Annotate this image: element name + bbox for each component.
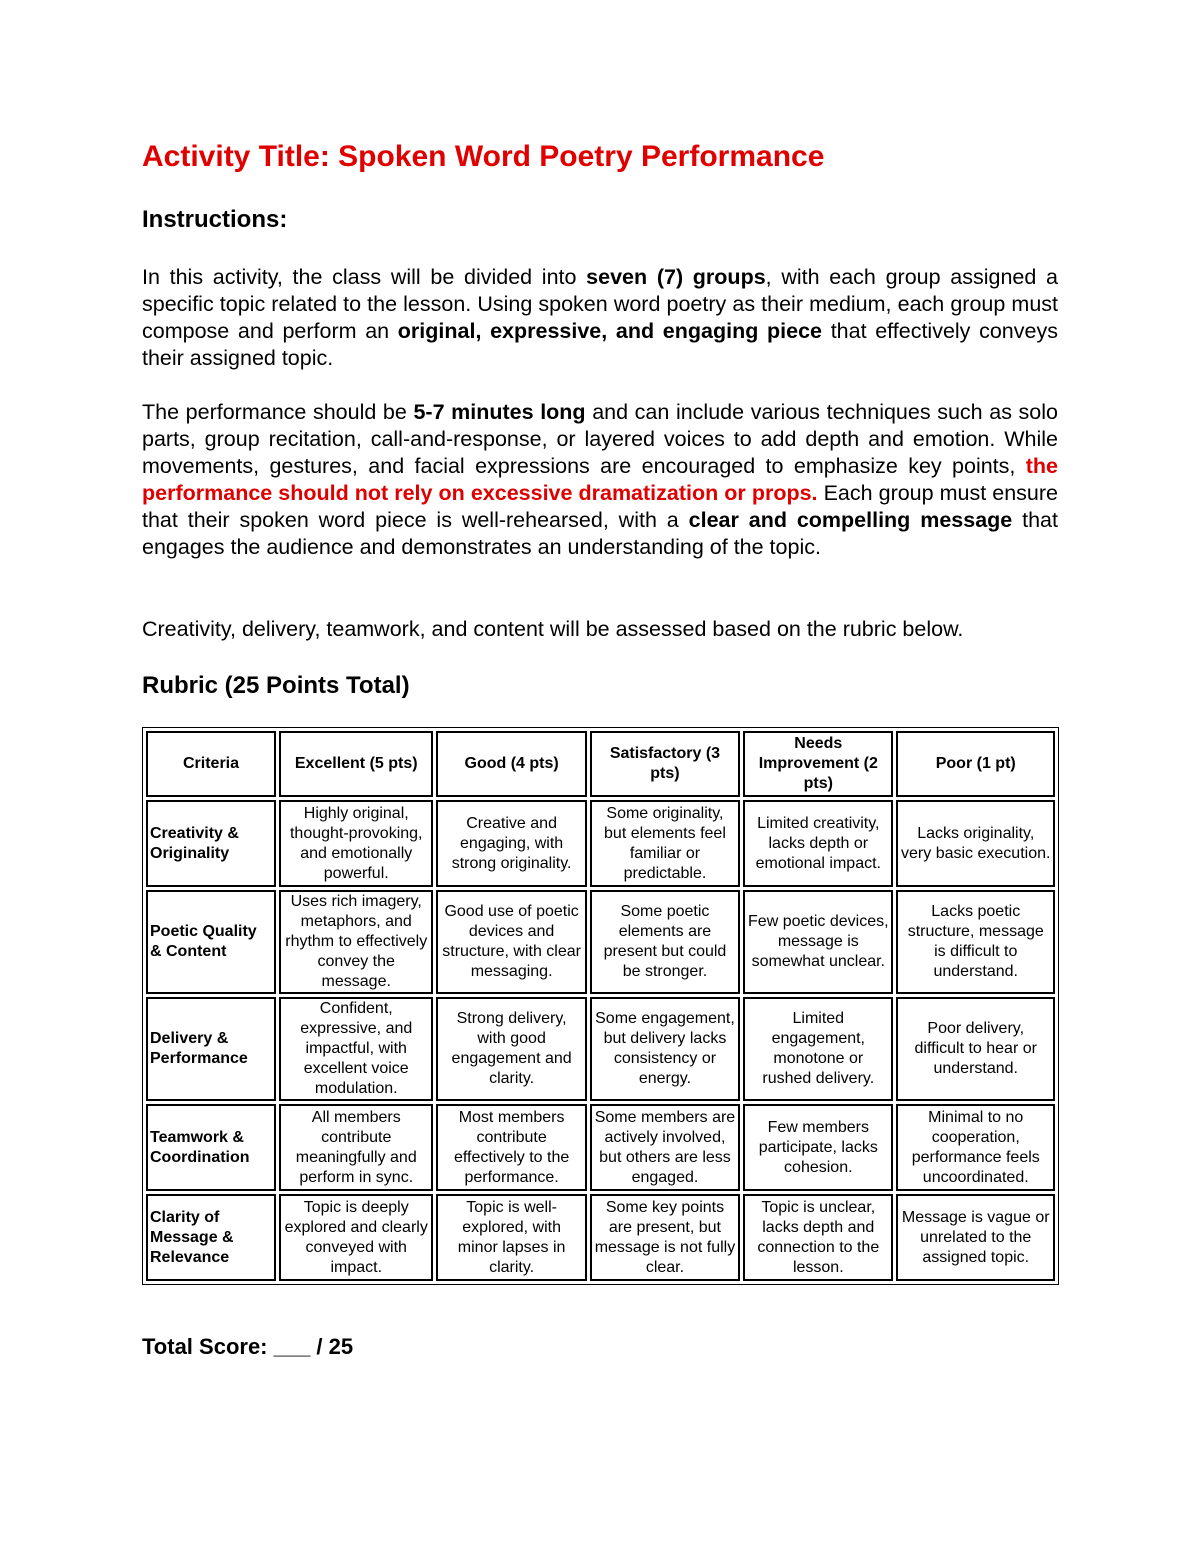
bold-run: original, expressive, and engaging piece [397, 319, 823, 343]
rubric-cell: Topic is unclear, lacks depth and connection to the lesson. [743, 1194, 893, 1281]
bold-run: clear and compelling message [688, 508, 1013, 532]
rubric-row-teamwork [146, 1104, 1055, 1191]
rubric-cell: Some engagement, but delivery lacks consistency or energy. [590, 997, 740, 1101]
instructions-paragraph-1 [142, 264, 1058, 372]
warning-run: the performance should not rely on excessive dramatization or props. [142, 454, 1058, 505]
rubric-cell: Limited creativity, lacks depth or emotional impact. [743, 800, 893, 887]
rubric-cell: Some members are actively involved, but others are less engaged. [590, 1104, 740, 1191]
rubric-cell: Minimal to no cooperation, performance feels uncoordinated. [896, 1104, 1055, 1191]
rubric-cell: Some poetic elements are present but could be stronger. [590, 890, 740, 994]
rubric-cell: Lacks originality, very basic execution. [896, 800, 1055, 887]
text-run: that engages the audience and demonstrates an understanding of the topic. [142, 508, 1058, 559]
rubric-cell: Some originality, but elements feel familiar or predictable. [590, 800, 740, 887]
rubric-row-clarity [146, 1194, 1055, 1281]
rubric-heading: Rubric (25 Points Total) [142, 672, 410, 699]
instructions-paragraph-3: Creativity, delivery, teamwork, and content will be assessed based on the rubric below. [142, 617, 964, 641]
rubric-cell: Limited engagement, monotone or rushed delivery. [743, 997, 893, 1101]
rubric-cell: Lacks poetic structure, message is difficult to understand. [896, 890, 1055, 994]
rubric-cell: Highly original, thought-provoking, and emotionally powerful. [279, 800, 433, 887]
activity-title: Activity Title: Spoken Word Poetry Performance [142, 140, 825, 173]
rubric-cell: Few poetic devices, message is somewhat unclear. [743, 890, 893, 994]
rubric-cell: All members contribute meaningfully and perform in sync. [279, 1104, 433, 1191]
rubric-cell: Uses rich imagery, metaphors, and rhythm to effectively convey the message. [279, 890, 433, 994]
text-run: In this activity, the class will be divided into [142, 265, 587, 289]
header-criteria: Criteria [146, 731, 276, 797]
text-run: The performance should be [142, 400, 414, 424]
bold-run: 5-7 minutes long [413, 400, 586, 424]
rubric-cell: Good use of poetic devices and structure, with clear messaging. [436, 890, 586, 994]
rubric-cell: Confident, expressive, and impactful, with excellent voice modulation. [279, 997, 433, 1101]
rubric-cell: Creative and engaging, with strong originality. [436, 800, 586, 887]
header-poor: Poor (1 pt) [896, 731, 1055, 797]
criterion-cell: Teamwork & Coordination [146, 1104, 276, 1191]
rubric-cell: Most members contribute effectively to the performance. [436, 1104, 586, 1191]
text-run: that effectively conveys their assigned topic. [142, 319, 1058, 370]
header-good: Good (4 pts) [436, 731, 586, 797]
text-run: , with each group assigned a specific topic related to the lesson. Using spoken word poetry as their medium, each group must compose and perform an [142, 265, 1058, 343]
rubric-cell: Some key points are present, but message is not fully clear. [590, 1194, 740, 1281]
bold-run: seven (7) groups [586, 265, 766, 289]
rubric-row-delivery [146, 997, 1055, 1101]
header-needs-improvement: Needs Improvement (2 pts) [743, 731, 893, 797]
criterion-cell: Clarity of Message & Relevance [146, 1194, 276, 1281]
rubric-cell: Message is vague or unrelated to the assigned topic. [896, 1194, 1055, 1281]
header-satisfactory: Satisfactory (3 pts) [590, 731, 740, 797]
header-excellent: Excellent (5 pts) [279, 731, 433, 797]
criterion-cell: Poetic Quality & Content [146, 890, 276, 994]
instructions-heading: Instructions: [142, 206, 288, 233]
criterion-cell: Creativity & Originality [146, 800, 276, 887]
rubric-cell: Poor delivery, difficult to hear or understand. [896, 997, 1055, 1101]
instructions-paragraph-2 [142, 399, 1058, 561]
text-run: and can include various techniques such as solo parts, group recitation, call-and-response, or layered voices to add depth and emotion. While movements, gestures, and facial expressions are encouraged to emphasize key points, [142, 400, 1058, 478]
rubric-header-row [146, 731, 1055, 797]
rubric-row-creativity [146, 800, 1055, 887]
rubric-table [142, 727, 1059, 1285]
rubric-cell: Few members participate, lacks cohesion. [743, 1104, 893, 1191]
rubric-row-poetic-quality [146, 890, 1055, 994]
rubric-cell: Topic is well-explored, with minor lapses in clarity. [436, 1194, 586, 1281]
text-run: Each group must ensure that their spoken word piece is well-rehearsed, with a [142, 481, 1058, 532]
rubric-cell: Strong delivery, with good engagement and clarity. [436, 997, 586, 1101]
rubric-cell: Topic is deeply explored and clearly conveyed with impact. [279, 1194, 433, 1281]
total-score: Total Score: ___ / 25 [142, 1334, 354, 1359]
criterion-cell: Delivery & Performance [146, 997, 276, 1101]
